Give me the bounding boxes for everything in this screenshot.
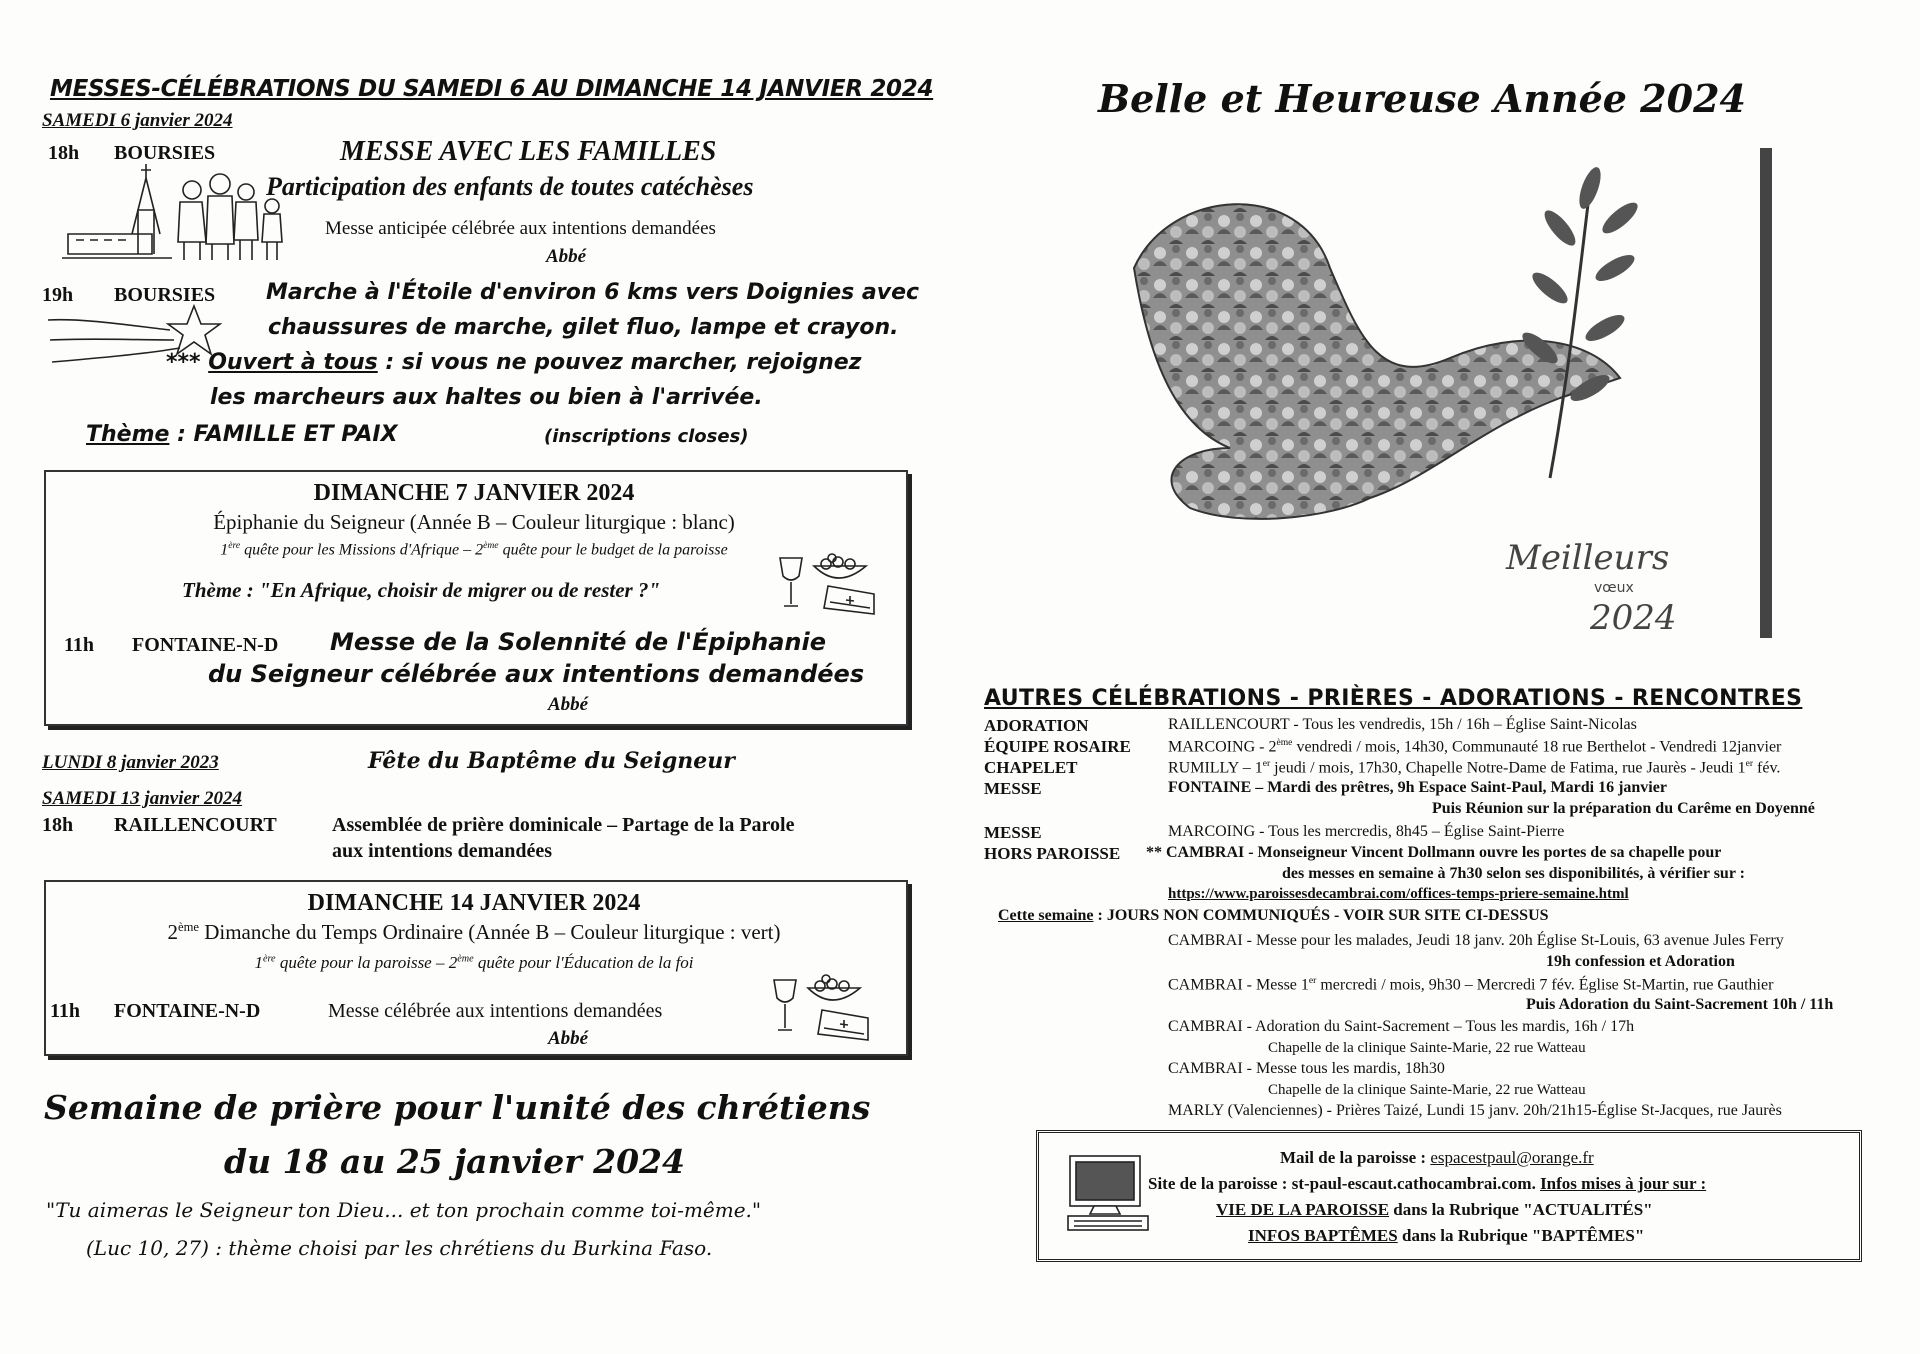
chapelet-sup2: er xyxy=(1745,758,1754,769)
sunday-7-quete xyxy=(44,540,904,559)
anticipated-mass-note: Messe anticipée célébrée aux intentions demandées xyxy=(325,218,716,239)
star-walk-line-4: les marcheurs aux haltes ou bien à l'arrivée. xyxy=(210,385,763,410)
week-line xyxy=(998,907,1549,925)
row-messe2-label: MESSE xyxy=(984,823,1042,842)
sunday-14-feast-rest: Dimanche du Temps Ordinaire (Année B – Couleur liturgique : vert) xyxy=(198,920,781,944)
inscriptions-closed: (inscriptions closes) xyxy=(544,426,749,447)
sunday-7-time: 11h xyxy=(64,634,95,656)
date-lundi-8: LUNDI 8 janvier 2023 xyxy=(42,752,219,773)
date-samedi-6: SAMEDI 6 janvier 2024 xyxy=(42,110,233,131)
unity-title-2: du 18 au 25 janvier 2024 xyxy=(224,1142,685,1181)
cambrai-4: CAMBRAI - Messe tous les mardis, 18h30 xyxy=(1168,1060,1445,1077)
family-mass-title: MESSE AVEC LES FAMILLES xyxy=(340,136,717,167)
unity-title-1: Semaine de prière pour l'unité des chrétiens xyxy=(44,1088,871,1127)
rosaire-b: vendredi / mois, 14h30, Communauté 18 rue Berthelot - Vendredi 12janvier xyxy=(1292,738,1782,756)
cambrai-2sup: er xyxy=(1308,975,1317,986)
sunday-14-quete-a: quête pour la paroisse – xyxy=(275,953,449,972)
church-family-illustration xyxy=(62,162,297,262)
place-boursies-2: BOURSIES xyxy=(114,284,216,306)
sunday-14-time: 11h xyxy=(50,1000,81,1022)
time-18h: 18h xyxy=(48,142,80,164)
cambrai-2c: Puis Adoration du Saint-Sacrement 10h / 11h xyxy=(1526,996,1834,1013)
sunday-7-theme: Thème : "En Afrique, choisir de migrer ou de rester ?" xyxy=(182,578,661,602)
place-boursies-1: BOURSIES xyxy=(114,142,216,164)
sunday-7-place: FONTAINE-N-D xyxy=(132,634,279,656)
unity-reference: (Luc 10, 27) : thème choisi par les chrétiens du Burkina Faso. xyxy=(86,1236,713,1260)
star-walk-line-1: Marche à l'Étoile d'environ 6 kms vers Doignies avec xyxy=(266,280,920,305)
star-walk-line-2: chaussures de marche, gilet fluo, lampe et crayon. xyxy=(268,315,899,340)
marly-line: MARLY (Valenciennes) - Prières Taizé, Lundi 15 janv. 20h/21h15-Église St-Jacques, rue Jaurès xyxy=(1168,1102,1782,1119)
sunday-7-feast: Épiphanie du Seigneur (Année B – Couleur liturgique : blanc) xyxy=(213,510,735,534)
rosaire-a: MARCOING - 2 xyxy=(1168,738,1277,756)
row-hors-text: ** CAMBRAI - Monseigneur Vincent Dollmann ouvre les portes de sa chapelle pour xyxy=(1146,844,1722,861)
sunday-14-quete-n2: 2 xyxy=(448,953,458,972)
sunday-14-place: FONTAINE-N-D xyxy=(114,1000,261,1022)
open-to-all: Ouvert à tous xyxy=(208,350,378,375)
chapelet-b: jeudi / mois, 17h30, Chapelle Notre-Dame de Fatima, rue Jaurès - Jeudi 1 xyxy=(1270,759,1746,777)
sunday-14-feast xyxy=(44,920,904,945)
sunday-7-title: DIMANCHE 7 JANVIER 2024 xyxy=(313,480,635,506)
row-messe1-label: MESSE xyxy=(984,779,1042,798)
star-walk-line-3 xyxy=(166,350,862,375)
sunday-7-abbe: Abbé xyxy=(548,694,589,715)
star-walk-line-3-rest: : si vous ne pouvez marcher, rejoignez xyxy=(377,350,862,375)
chalice-bread-icon xyxy=(776,552,888,626)
hors-url-link[interactable]: https://www.paroissesdecambrai.com/offices-temps-priere-semaine.html xyxy=(1168,886,1629,902)
infos-baptemes-link[interactable]: INFOS BAPTÊMES xyxy=(1248,1226,1398,1245)
contact-bapt-line xyxy=(1248,1226,1644,1246)
sunday-14-n: 2 xyxy=(167,920,178,944)
sunday-14-mass: Messe célébrée aux intentions demandées xyxy=(328,1000,663,1022)
time-19h: 19h xyxy=(42,284,74,306)
sunday-14-title: DIMANCHE 14 JANVIER 2024 xyxy=(307,890,641,916)
row-hors-text-2: des messes en semaine à 7h30 selon ses disponibilités, à vérifier sur : xyxy=(1282,865,1745,882)
chapelet-a: RUMILLY – 1 xyxy=(1168,759,1263,777)
sunday-14-quete-n1: 1 xyxy=(254,953,263,972)
week-label: Cette semaine xyxy=(998,907,1094,924)
cambrai-1b: 19h confession et Adoration xyxy=(1546,953,1735,970)
sunday-7-quete-b: quête pour le budget de la paroisse xyxy=(498,541,728,559)
chapelet-sup: er xyxy=(1262,758,1271,769)
sunday-14-sup: ème xyxy=(177,920,199,934)
theme-line xyxy=(86,422,398,447)
row-chapelet-label: CHAPELET xyxy=(984,758,1078,777)
sunday-7-mass-1: Messe de la Solennité de l'Épiphanie xyxy=(330,628,826,656)
mail-label: Mail de la paroisse : xyxy=(1280,1148,1431,1167)
sat13-place: RAILLENCOURT xyxy=(114,814,277,836)
card-text-2024: 2024 xyxy=(1590,598,1677,638)
row-messe1-text: FONTAINE – Mardi des prêtres, 9h Espace Saint-Paul, Mardi 16 janvier xyxy=(1168,779,1667,796)
sunday-14-quete-s2: ème xyxy=(457,953,474,965)
cambrai-2b: mercredi / mois, 9h30 – Mercredi 7 fév. Église St-Martin, rue Gauthier xyxy=(1316,976,1774,994)
bapteme-feast: Fête du Baptême du Seigneur xyxy=(368,748,735,774)
sunday-14-quete-b: quête pour l'Éducation de la foi xyxy=(473,953,694,972)
computer-icon xyxy=(1064,1152,1154,1236)
main-title: MESSES-CÉLÉBRATIONS DU SAMEDI 6 AU DIMANCHE 14 JANVIER 2024 xyxy=(50,76,934,102)
vie-rest: dans la Rubrique "ACTUALITÉS" xyxy=(1389,1200,1653,1219)
contact-site-line xyxy=(1148,1174,1706,1194)
infos-label: Infos mises à jour sur : xyxy=(1540,1174,1707,1193)
family-mass-subtitle: Participation des enfants de toutes catéchèses xyxy=(266,172,754,201)
other-celebrations-title: AUTRES CÉLÉBRATIONS - PRIÈRES - ADORATIONS - RENCONTRES xyxy=(984,686,1803,711)
site-label[interactable]: Site de la paroisse : st-paul-escaut.cathocambrai.com. xyxy=(1148,1174,1541,1193)
sunday-7-mass-2: du Seigneur célébrée aux intentions demandées xyxy=(208,660,865,688)
greeting-title: Belle et Heureuse Année 2024 xyxy=(1098,76,1746,121)
cambrai-2a: CAMBRAI - Messe 1 xyxy=(1168,976,1309,994)
mail-link[interactable]: espacestpaul@orange.fr xyxy=(1430,1148,1594,1167)
cambrai-3: CAMBRAI - Adoration du Saint-Sacrement – Tous les mardis, 16h / 17h xyxy=(1168,1018,1635,1035)
sunday-7-quete-s1: ère xyxy=(228,540,241,551)
rosaire-sup: ème xyxy=(1276,737,1293,748)
cambrai-3b: Chapelle de la clinique Sainte-Marie, 22 rue Watteau xyxy=(1268,1040,1586,1056)
row-adoration-label: ADORATION xyxy=(984,716,1089,735)
row-messe1-text-2: Puis Réunion sur la préparation du Carême en Doyenné xyxy=(1432,800,1815,817)
theme-label: Thème xyxy=(86,422,170,447)
stars-marker: *** xyxy=(166,350,201,375)
sunday-14-quete-s1: ère xyxy=(262,953,276,965)
sunday-7-quete-n1: 1 xyxy=(220,541,229,559)
row-rosaire-label: ÉQUIPE ROSAIRE xyxy=(984,737,1131,756)
sunday-7-quete-n2: 2 xyxy=(475,541,484,559)
week-text: : JOURS NON COMMUNIQUÉS - VOIR SUR SITE CI-DESSUS xyxy=(1093,907,1549,924)
sunday-14-abbe: Abbé xyxy=(548,1028,589,1049)
theme-value: : FAMILLE ET PAIX xyxy=(169,422,398,447)
sunday-7-quete-a: quête pour les Missions d'Afrique – xyxy=(240,541,476,559)
contact-vie-line xyxy=(1216,1200,1653,1220)
date-samedi-13: SAMEDI 13 janvier 2024 xyxy=(42,788,243,809)
contact-mail-line xyxy=(1280,1148,1594,1168)
bapt-rest: dans la Rubrique "BAPTÊMES" xyxy=(1397,1226,1645,1245)
chapelet-c: fév. xyxy=(1753,759,1781,777)
row-messe2-text: MARCOING - Tous les mercredis, 8h45 – Église Saint-Pierre xyxy=(1168,823,1565,840)
row-chapelet-text xyxy=(1168,758,1780,777)
cambrai-1: CAMBRAI - Messe pour les malades, Jeudi 18 janv. 20h Église St-Louis, 63 avenue Jules Ferry xyxy=(1168,932,1784,949)
cambrai-2 xyxy=(1168,975,1773,994)
row-rosaire-text xyxy=(1168,737,1781,756)
abbe-1: Abbé xyxy=(546,246,587,267)
chalice-bread-icon-2 xyxy=(770,970,882,1050)
card-text-voeux: vœux xyxy=(1594,580,1634,596)
row-adoration-text: RAILLENCOURT - Tous les vendredis, 15h / 16h – Église Saint-Nicolas xyxy=(1168,716,1637,733)
peace-dove-card xyxy=(1120,148,1780,648)
vie-paroisse-link[interactable]: VIE DE LA PAROISSE xyxy=(1216,1200,1390,1219)
row-hors-label: HORS PAROISSE xyxy=(984,844,1121,863)
sunday-7-quete-s2: ème xyxy=(483,540,499,551)
card-text-meilleurs: Meilleurs xyxy=(1506,538,1670,578)
sat13-line-2: aux intentions demandées xyxy=(332,840,553,862)
unity-quote: "Tu aimeras le Seigneur ton Dieu... et ton prochain comme toi-même." xyxy=(46,1198,762,1222)
sat13-line-1: Assemblée de prière dominicale – Partage de la Parole xyxy=(332,814,795,836)
sat13-time: 18h xyxy=(42,814,74,836)
cambrai-4b: Chapelle de la clinique Sainte-Marie, 22 rue Watteau xyxy=(1268,1082,1586,1098)
